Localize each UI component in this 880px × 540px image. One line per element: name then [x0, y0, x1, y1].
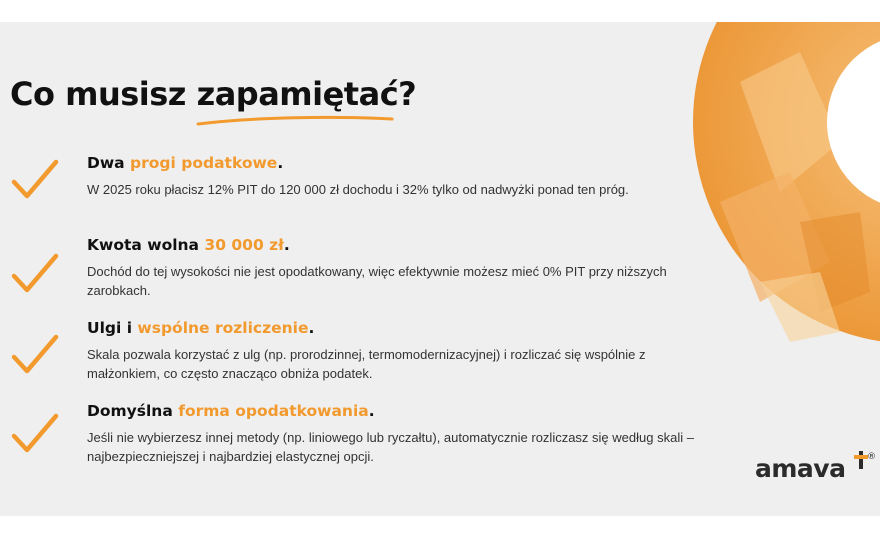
- check-icon: [10, 252, 60, 298]
- amavat-logo: [755, 452, 876, 486]
- logo-wordmark: amava: [755, 454, 846, 483]
- item-heading: Dwa progi podatkowe.: [87, 154, 284, 172]
- check-icon: [10, 158, 60, 204]
- check-icon: [10, 333, 60, 379]
- check-icon: [10, 412, 60, 458]
- item-description: Skala pozwala korzystać z ulg (np. prorodzinnej, termomodernizacyjnej) i rozliczać się wspólnie z małżonkiem, co często znacząco obniża podatek.: [87, 347, 646, 381]
- slide: [0, 22, 880, 516]
- title-underline: [195, 114, 395, 128]
- registered-mark: ®: [867, 452, 876, 462]
- item-heading: Domyślna forma opodatkowania.: [87, 402, 375, 420]
- page-title: Co musisz zapamiętać?: [10, 75, 417, 113]
- item-heading: Ulgi i wspólne rozliczenie.: [87, 319, 315, 337]
- item-description: Dochód do tej wysokości nie jest opodatkowany, więc efektywnie możesz mieć 0% PIT przy niższych zarobkach.: [87, 264, 667, 298]
- item-heading: Kwota wolna 30 000 zł.: [87, 236, 290, 254]
- item-description: Jeśli nie wybierzesz innej metody (np. liniowego lub ryczałtu), automatycznie rozliczasz się według skali – najbezpieczniejszej i najbardziej elastycznej opcji.: [87, 430, 694, 464]
- item-description: W 2025 roku płacisz 12% PIT do 120 000 zł dochodu i 32% tylko od nadwyżki ponad ten próg.: [87, 182, 629, 197]
